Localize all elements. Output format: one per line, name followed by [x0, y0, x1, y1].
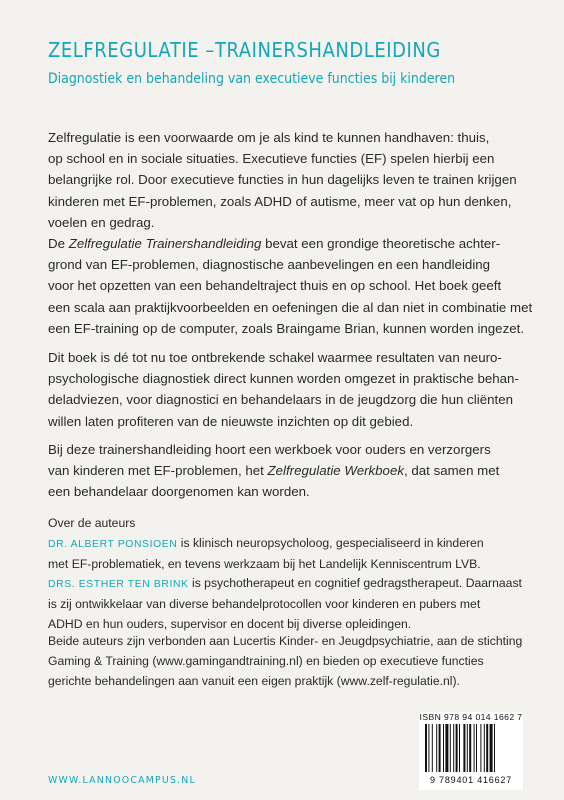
barcode-digits: 9 789401 416627	[429, 775, 513, 785]
paragraph-line: voelen en gedrag.	[48, 214, 155, 230]
authors-heading: Over de auteurs	[48, 516, 136, 530]
barcode-icon	[424, 724, 518, 774]
paragraph-line	[48, 233, 528, 254]
paragraph-line: op school en in sociale situaties. Executieve functies (EF) spelen hierbij een	[48, 151, 495, 167]
book-title: ZELFREGULATIE –TRAINERSHANDLEIDING	[48, 38, 441, 62]
text-run: is psychotherapeut en cognitief gedragstherapeut. Daarnaast	[188, 576, 522, 591]
text-run: , dat samen met	[404, 463, 500, 479]
paragraph-line: een scala aan praktijkvoorbeelden en oefeningen die al dan niet in combinatie met	[48, 299, 533, 315]
paragraph-line: een EF-training op de computer, zoals Braingame Brian, kunnen worden ingezet.	[48, 320, 525, 336]
book-subtitle: Diagnostiek en behandeling van executieve functies bij kinderen	[48, 70, 456, 87]
text-run: bevat een grondige theoretische achter-	[261, 236, 501, 251]
paragraph-line: grond van EF-problemen, diagnostische aanbevelingen en een handleiding	[48, 257, 491, 273]
isbn-number: ISBN 978 94 014 1662 7	[419, 712, 523, 722]
paragraph-line: gerichte behandelingen aan vanuit een eigen praktijk (www.zelf-regulatie.nl).	[48, 673, 460, 688]
publisher-website: WWW.LANNOOCAMPUS.NL	[48, 775, 196, 786]
workbook-title-emphasis: Zelfregulatie Werkboek	[267, 463, 404, 479]
affiliation-paragraph	[48, 632, 528, 691]
paragraph-line: belangrijke rol. Door executieve functies in hun dagelijks leven te trainen krijgen	[48, 172, 517, 188]
author-name-ponsioen: DR. ALBERT PONSIOEN	[48, 538, 178, 550]
text-run: is klinisch neuropsycholoog, gespecialiseerd in kinderen	[177, 535, 484, 550]
handbook-paragraph	[48, 233, 533, 339]
paragraph-line: voor het opzetten van een behandeltraject thuis en op school. Het boek geeft	[48, 278, 502, 294]
author-line	[48, 574, 528, 595]
book-title-emphasis: Zelfregulatie Trainershandleiding	[68, 236, 262, 251]
author-name-ten-brink: DRS. ESTHER TEN BRINK	[48, 579, 189, 591]
paragraph-line: Bij deze trainershandleiding hoort een werkboek voor ouders en verzorgers	[48, 442, 491, 457]
author-line: is zij ontwikkelaar van diverse behandelprotocollen voor kinderen en pubers met	[48, 597, 481, 612]
intro-paragraph	[48, 127, 528, 233]
about-authors-section	[48, 514, 528, 635]
text-run: van kinderen met EF-problemen, het	[48, 463, 268, 479]
paragraph-line: Zelfregulatie is een voorwaarde om je als kind te kunnen handhaven: thuis,	[48, 130, 490, 145]
author-line	[48, 534, 528, 555]
author-line: met EF-problematiek, en tevens werkzaam bij het Landelijk Kenniscentrum LVB.	[48, 556, 481, 571]
paragraph-line: psychologische diagnostiek direct kunnen worden omgezet in praktische behan-	[48, 371, 519, 387]
paragraph-line: kinderen met EF-problemen, zoals ADHD of autisme, meer vat op hun denken,	[48, 193, 512, 209]
paragraph-line: een behandelaar doorgenomen kan worden.	[48, 484, 310, 500]
missing-link-paragraph	[48, 347, 528, 432]
paragraph-line: Gaming & Training (www.gamingandtraining.nl) en bieden op executieve functies	[48, 653, 484, 668]
paragraph-line	[48, 460, 528, 481]
paragraph-line: deladviezen, voor diagnostici en behandelaars in de jeugdzorg die hun cliënten	[48, 392, 513, 408]
paragraph-line: willen laten profiteren van de nieuwste inzichten op dit gebied.	[48, 413, 414, 429]
paragraph-line: Dit boek is dé tot nu toe ontbrekende schakel waarmee resultaten van neuro-	[48, 350, 502, 365]
author-line: ADHD en hun ouders, supervisor en docent bij diverse opleidingen.	[48, 616, 412, 631]
text-run: De	[48, 236, 69, 251]
workbook-paragraph	[48, 439, 528, 503]
paragraph-line: Beide auteurs zijn verbonden aan Lucertis Kinder- en Jeugdpsychiatrie, aan de stichting	[48, 634, 523, 648]
